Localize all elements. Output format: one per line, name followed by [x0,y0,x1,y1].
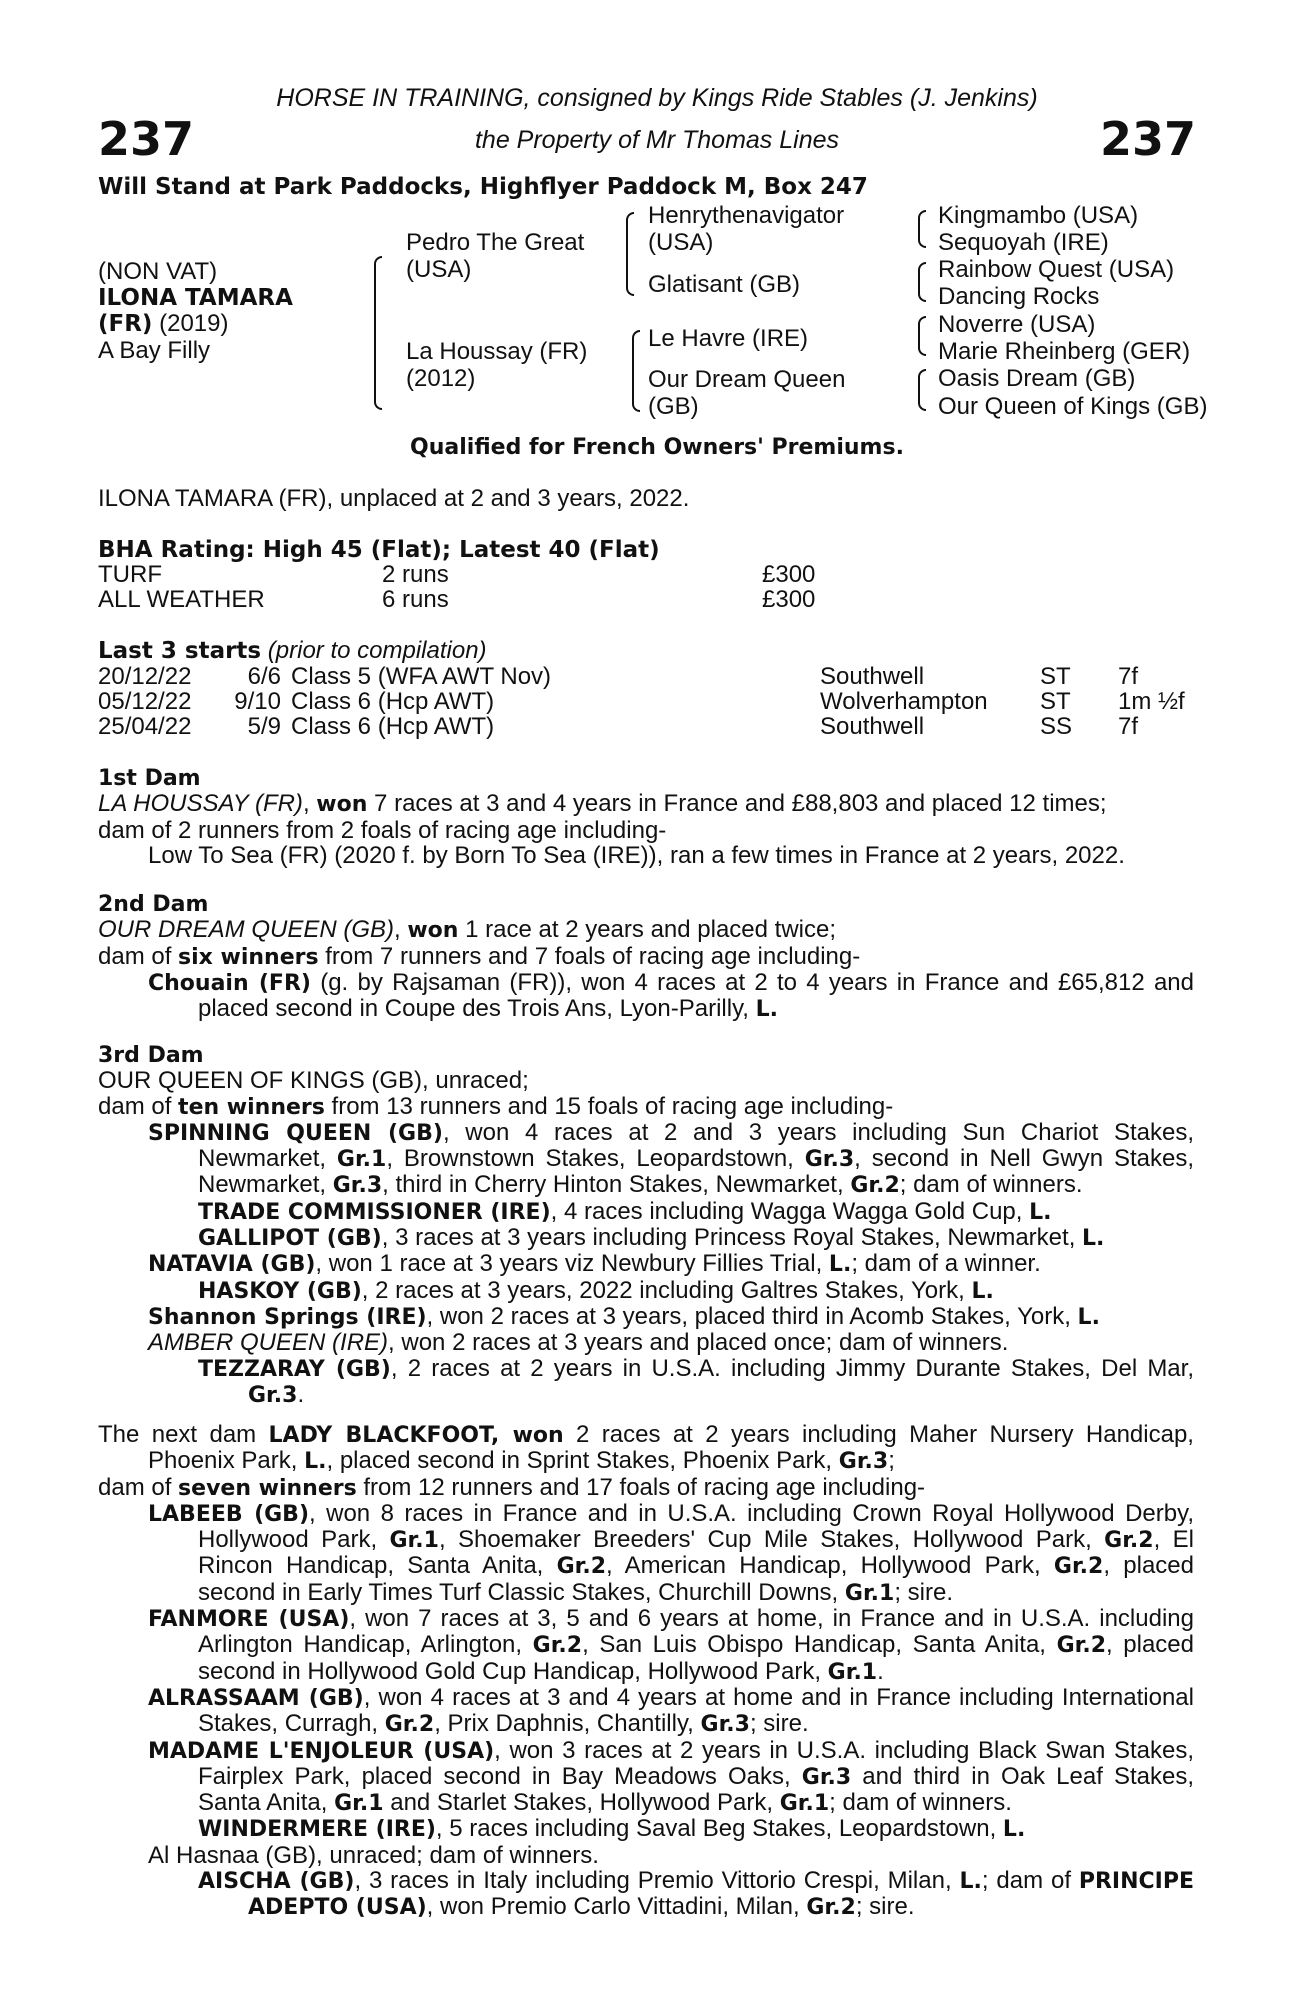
dam-name: La Houssay (FR) [406,338,588,365]
winners-count: six winners [178,944,319,970]
turf-prize: £300 [762,561,816,588]
gen3-sss: Kingmambo (USA) [938,202,1139,229]
start-distance: 1m ½f [1118,688,1185,715]
listed-mark: L. [1029,1199,1052,1225]
progeny-record: , won 8 races in France and in U.S.A. including Crown Royal Hollywood Derby, Hollywood Park, [198,1499,1195,1554]
horse-year: (2019) [152,310,229,337]
progeny-record: and third in Oak Leaf Stakes, Santa Anita, [198,1762,1195,1817]
first-dam-section: 1st Dam LA HOUSSAY (FR), won 7 races at 3 and 4 years in France and £88,803 and placed 12 times; dam of 2 runners from 2 foals of racing age including- Low To Sea (FR) (2020 f. by Born To Sea (IRE)), ran a few times in France at 2 years, 2022. [98,765,1194,868]
group-mark: Gr.3 [700,1712,750,1738]
dam-dam-country: (GB) [648,393,699,420]
aw-prize: £300 [762,586,816,613]
listed-mark: L. [971,1278,994,1304]
third-dam-section: 3rd Dam OUR QUEEN OF KINGS (GB), unraced; dam of ten winners from 13 runners and 15 foals of racing age including- SPINNING QUEEN (GB), won 4 races at 2 and 3 years including Sun Chariot Stakes, Newmarket, Gr.1, Brownstown Stakes, Leopardstown, Gr.3, second in Nell Gwyn Stakes, Newmarket, Gr.3, third in Cherry Hinton Stakes, Newmarket, Gr.2; dam of winners. TRADE COMMISSIONER (IRE), 4 races including Wagga Wagga Gold Cup, L. GALLIPOT (GB), 3 races at 3 years including Princess Royal Stakes, Newmarket, L. NATAVIA (GB), won 1 race at 3 years viz Newbury Fillies Trial, L.; dam of a winner. HASKOY (GB), 2 races at 3 years, 2022 including Galtres Stakes, York, L. Shannon Springs (IRE), won 2 races at 3 years, placed third in Acomb Stakes, York, L. AMBER QUEEN (IRE), won 2 races at 3 years and placed once; dam of winners. TEZZARAY (GB), 2 races at 2 years in U.S.A. including Jimmy Durante Stakes, Del Mar, Gr.3. [98,1043,1194,1408]
property-line: the Property of Mr Thomas Lines [474,126,840,154]
progeny-record: , won 4 races at 2 and 3 years including Sun Chariot Stakes, Newmarket, [198,1118,1194,1173]
progeny-record: , 2 races at 2 years in U.S.A. including Jimmy Durante Stakes, Del Mar, [390,1354,1194,1382]
brace-4b [918,262,926,302]
aw-runs: 6 runs [382,586,449,613]
sire-name: Pedro The Great [406,229,585,256]
progeny-record: , placed second in Hollywood Gold Cup Handicap, Hollywood Park, [198,1631,1194,1685]
progeny-record: . [877,1657,884,1685]
pedigree-brace-sire [626,212,634,296]
last-starts-title: Last 3 starts [98,638,262,664]
start-course: Southwell [820,663,925,690]
listed-mark: L. [304,1449,327,1475]
progeny-name: TRADE COMMISSIONER (IRE) [198,1199,551,1225]
progeny-record: ; dam of winners. [899,1171,1083,1199]
listed-mark: L. [1077,1304,1100,1330]
progeny-record: , second in Nell Gwyn Stakes, Newmarket, [198,1145,1194,1199]
gen3-dsd: Marie Rheinberg (GER) [938,338,1191,365]
progeny-name: SPINNING QUEEN (GB) [148,1120,443,1146]
start-race: Class 5 (WFA AWT Nov) [291,663,552,690]
third-dam-name: OUR QUEEN OF KINGS (GB), unraced; [98,1067,529,1095]
last-starts-heading [98,638,487,664]
start-going: SS [1040,713,1073,740]
pedigree-brace-main [374,256,382,410]
sire-sire-country: (USA) [648,229,714,256]
won-label: won [316,792,368,818]
progeny-record: , won 1 race at 3 years viz Newbury Fillies Trial, [315,1250,829,1278]
horse-country: (FR) [98,311,153,337]
progeny-name: Chouain (FR) [148,970,311,996]
listed-mark: L. [1002,1817,1026,1843]
next-dam-record: , placed second in Sprint Stakes, Phoenix Park, [326,1447,839,1475]
second-dam-title: 2nd Dam [98,892,209,917]
progeny-name: FANMORE (USA) [148,1607,350,1633]
progeny-record: (g. by Rajsaman (FR)), won 4 races at 2 to 4 years in France and £65,812 and placed second in Coupe des Trois Ans, Lyon-Parilly, [198,968,1195,1023]
horse-name: ILONA TAMARA [98,285,293,311]
group-mark: Gr.3 [248,1382,298,1408]
progeny-name: LABEEB (GB) [148,1501,310,1527]
first-dam-title: 1st Dam [98,766,201,791]
first-dam-name: LA HOUSSAY (FR) [98,790,303,818]
brace-4a [918,210,926,248]
progeny-record: ; sire. [855,1893,915,1921]
group-mark: Gr.1 [334,1791,384,1817]
gen3-dss: Noverre (USA) [938,311,1096,338]
progeny-record: , won 7 races at 3, 5 and 6 years at home, in France and in U.S.A. including Arlington Handicap, Arlington, [198,1605,1194,1659]
third-dam-title: 3rd Dam [98,1043,204,1068]
listed-mark: L. [828,1252,852,1278]
progeny-record: , won 4 races at 3 and 4 years at home and in France including International Stakes, Curragh, [198,1683,1194,1738]
group-mark: Gr.3 [332,1173,383,1199]
group-mark: Gr.2 [1104,1528,1154,1554]
progeny-record: Al Hasnaa (GB), unraced; dam of winners. [148,1841,599,1869]
progeny-record: , 5 races including Saval Beg Stakes, Leopardstown, [435,1815,1003,1843]
gen3-sds: Rainbow Quest (USA) [938,256,1175,283]
group-mark: Gr.1 [844,1580,895,1606]
group-mark: Gr.1 [779,1791,830,1817]
second-dam-produce: from 7 runners and 7 foals of racing age including- [318,942,861,970]
start-pos: 5/9 [247,713,281,740]
progeny-name: HASKOY (GB) [198,1278,362,1304]
horse-name-country [98,311,229,337]
dam-of: dam of [98,1092,179,1120]
next-dam-produce: from 12 runners and 17 foals of racing age including- [356,1473,926,1501]
progeny-name: AISCHA (GB) [198,1869,355,1895]
group-mark: Gr.2 [850,1173,900,1199]
group-mark: Gr.1 [336,1147,387,1173]
start-pos: 9/10 [234,688,281,715]
progeny-record: , placed second in Early Times Turf Classic Stakes, Churchill Downs, [198,1552,1195,1606]
progeny-name: PRINCIPE ADEPTO (USA) [248,1869,1194,1921]
group-mark: Gr.2 [384,1712,435,1738]
start-date: 05/12/22 [98,688,192,715]
aw-label: ALL WEATHER [98,586,265,613]
start-race: Class 6 (Hcp AWT) [291,713,495,740]
progeny-record: and Starlet Stakes, Hollywood Park, [383,1789,780,1817]
progeny-record: ; dam of a winner. [851,1250,1041,1278]
progeny-record: ; dam of [981,1867,1079,1895]
progeny-record: , 4 races including Wagga Wagga Gold Cup, [550,1197,1030,1225]
second-dam-record: 1 race at 2 years and placed twice; [458,916,837,944]
start-going: ST [1040,688,1071,715]
turf-label: TURF [98,561,162,588]
vat-status: (NON VAT) [98,258,218,285]
group-mark: Gr.2 [532,1633,583,1659]
group-mark: Gr.2 [1053,1554,1104,1580]
bha-rating: BHA Rating: High 45 (Flat); Latest 40 (Flat) [98,537,660,563]
progeny-record: ; dam of winners. [829,1789,1012,1817]
sire-dam: Glatisant (GB) [648,271,801,298]
sire-sire: Henrythenavigator [648,202,845,229]
lot-number-right: 237 [1100,112,1197,166]
lot-number-left: 237 [98,112,195,166]
progeny-record: , San Luis Obispo Handicap, Santa Anita, [582,1631,1057,1659]
progeny-record: , 2 races at 3 years, 2022 including Galtres Stakes, York, [361,1276,972,1304]
start-distance: 7f [1118,713,1139,740]
first-dam-produce: dam of 2 runners from 2 foals of racing age including- [98,816,667,844]
progeny-record: , 3 races in Italy including Premio Vittorio Crespi, Milan, [354,1867,960,1895]
progeny-record: , El Rincon Handicap, Santa Anita, [198,1526,1194,1580]
progeny-name: MADAME L'ENJOLEUR (USA) [148,1738,495,1764]
next-dam-record: 2 races at 2 years including Maher Nursery Handicap, Phoenix Park, [148,1421,1194,1475]
listed-mark: L. [959,1869,982,1895]
winners-count: ten winners [178,1094,325,1120]
progeny-record: , 3 races at 3 years including Princess Royal Stakes, Newmarket, [381,1224,1083,1252]
first-dam-record: 7 races at 3 and 4 years in France and £88,803 and placed 12 times; [367,790,1107,818]
group-mark: Gr.2 [1056,1633,1106,1659]
start-pos: 6/6 [247,663,281,690]
progeny-record: , won Premio Carlo Vittadini, Milan, [426,1893,807,1921]
listed-mark: L. [755,997,779,1023]
start-course: Wolverhampton [820,688,988,715]
progeny-name: WINDERMERE (IRE) [198,1817,436,1843]
progeny-record: , third in Cherry Hinton Stakes, Newmarket, [382,1171,851,1199]
progeny-record: ; sire. [894,1578,954,1606]
group-mark: Gr.1 [827,1659,878,1685]
brace-4d [918,369,926,411]
gen3-sdd: Dancing Rocks [938,283,1100,310]
gen3-ssd: Sequoyah (IRE) [938,229,1109,256]
progeny-name: TEZZARAY (GB) [198,1356,391,1382]
progeny-record: , Brownstown Stakes, Leopardstown, [386,1145,805,1173]
start-date: 20/12/22 [98,663,192,690]
first-dam-foal: Low To Sea (FR) (2020 f. by Born To Sea (IRE)), ran a few times in France at 2 years, 2022. [148,841,1125,869]
progeny-name: Shannon Springs (IRE) [148,1304,427,1330]
progeny-record: , American Handicap, Hollywood Park, [606,1552,1054,1580]
last-starts-note: (prior to compilation) [267,637,487,664]
horse-description: A Bay Filly [98,337,211,364]
progeny-record: , won 2 races at 3 years, placed third in Acomb Stakes, York, [426,1302,1078,1330]
dam-year: (2012) [406,365,476,392]
won-label: won [407,918,459,944]
progeny-name: ALRASSAAM (GB) [148,1685,364,1711]
won-label: , won [490,1423,564,1448]
second-dam-section: 2nd Dam OUR DREAM QUEEN (GB), won 1 race at 2 years and placed twice; dam of six winners from 7 runners and 7 foals of racing age including- Chouain (FR) (g. by Rajsaman (FR)), won 4 races at 2 to 4 years in France and £65,812 and placed second in Coupe des Trois Ans, Lyon-Parilly, L. [98,892,1195,1023]
racing-summary: ILONA TAMARA (FR), unplaced at 2 and 3 years, 2022. [98,485,690,512]
group-mark: Gr.3 [801,1764,852,1790]
dam-of: dam of [98,1473,179,1501]
progeny-name: AMBER QUEEN (IRE) [148,1329,389,1357]
group-mark: Gr.1 [389,1528,439,1554]
turf-runs: 2 runs [382,561,449,588]
start-race: Class 6 (Hcp AWT) [291,688,495,715]
group-mark: Gr.2 [556,1554,607,1580]
next-dam-name: LADY BLACKFOOT [268,1423,491,1448]
dam-dam: Our Dream Queen [648,366,846,393]
gen3-dds: Oasis Dream (GB) [938,365,1136,392]
pedigree-brace-dam [632,330,640,412]
stand-location: Will Stand at Park Paddocks, Highflyer Paddock M, Box 247 [98,174,868,200]
start-going: ST [1040,663,1071,690]
progeny-record: , Prix Daphnis, Chantilly, [434,1710,701,1738]
group-mark: Gr.3 [838,1449,889,1475]
dam-sire: Le Havre (IRE) [648,325,809,352]
winners-count: seven winners [178,1475,357,1501]
next-dam-section: The next dam LADY BLACKFOOT, won 2 races at 2 years including Maher Nursery Handicap, Phoenix Park, L., placed second in Sprint Stakes, Phoenix Park, Gr.3; dam of seven winners from 12 runners and 17 foals of racing age including- LABEEB (GB), won 8 races in France and in U.S.A. including Crown Royal Hollywood Derby, Hollywood Park, Gr.1, Shoemaker Breeders' Cup Mile Stakes, Hollywood Park, Gr.2, El Rincon Handicap, Santa Anita, Gr.2, American Handicap, Hollywood Park, Gr.2, placed second in Early Times Turf Classic Stakes, Churchill Downs, Gr.1; sire. FANMORE (USA), won 7 races at 3, 5 and 6 years at home, in France and in U.S.A. including Arlington Handicap, Arlington, Gr.2, San Luis Obispo Handicap, Santa Anita, Gr.2, placed second in Hollywood Gold Cup Handicap, Hollywood Park, Gr.1. ALRASSAAM (GB), won 4 races at 3 and 4 years at home and in France including International Stakes, Curragh, Gr.2, Prix Daphnis, Chantilly, Gr.3; sire. MADAME L'ENJOLEUR (USA), won 3 races at 2 years in U.S.A. including Black Swan Stakes, Fairplex Park, placed second in Bay Meadows Oaks, Gr.3 and third in Oak Leaf Stakes, Santa Anita, Gr.1 and Starlet Stakes, Hollywood Park, Gr.1; dam of winners. WINDERMERE (IRE), 5 races including Saval Beg Stakes, Leopardstown, L. Al Hasnaa (GB), unraced; dam of winners. AISCHA (GB), 3 races in Italy including Premio Vittorio Crespi, Milan, L.; dam of PRINCIPE ADEPTO (USA), won Premio Carlo Vittadini, Milan, Gr.2; sire. [98,1421,1195,1921]
third-dam-produce: from 13 runners and 15 foals of racing age including- [324,1092,894,1120]
gen3-ddd: Our Queen of Kings (GB) [938,393,1208,420]
progeny-record: , won 2 races at 3 years and placed once; dam of winners. [388,1329,1009,1357]
progeny-record: , Shoemaker Breeders' Cup Mile Stakes, Hollywood Park, [438,1526,1105,1554]
start-distance: 7f [1118,663,1139,690]
listed-mark: L. [1082,1226,1105,1252]
dam-of: dam of [98,942,179,970]
start-course: Southwell [820,713,925,740]
progeny-record: , won 3 races at 2 years in U.S.A. including Black Swan Stakes, Fairplex Park, placed second in Bay Meadows Oaks, [198,1736,1194,1790]
progeny-name: GALLIPOT (GB) [198,1226,382,1252]
progeny-record: ; sire. [749,1710,809,1738]
second-dam-name: OUR DREAM QUEEN (GB) [98,916,395,944]
start-date: 25/04/22 [98,713,192,740]
sire-country: (USA) [406,256,472,283]
consignor-line: HORSE IN TRAINING, consigned by Kings Ride Stables (J. Jenkins) [276,84,1038,112]
group-mark: Gr.3 [804,1147,855,1173]
qualified-premiums: Qualified for French Owners' Premiums. [410,435,904,460]
progeny-name: NATAVIA (GB) [148,1252,316,1278]
brace-4c [918,316,926,356]
group-mark: Gr.2 [806,1895,856,1921]
next-dam-intro: The next dam [98,1421,269,1448]
